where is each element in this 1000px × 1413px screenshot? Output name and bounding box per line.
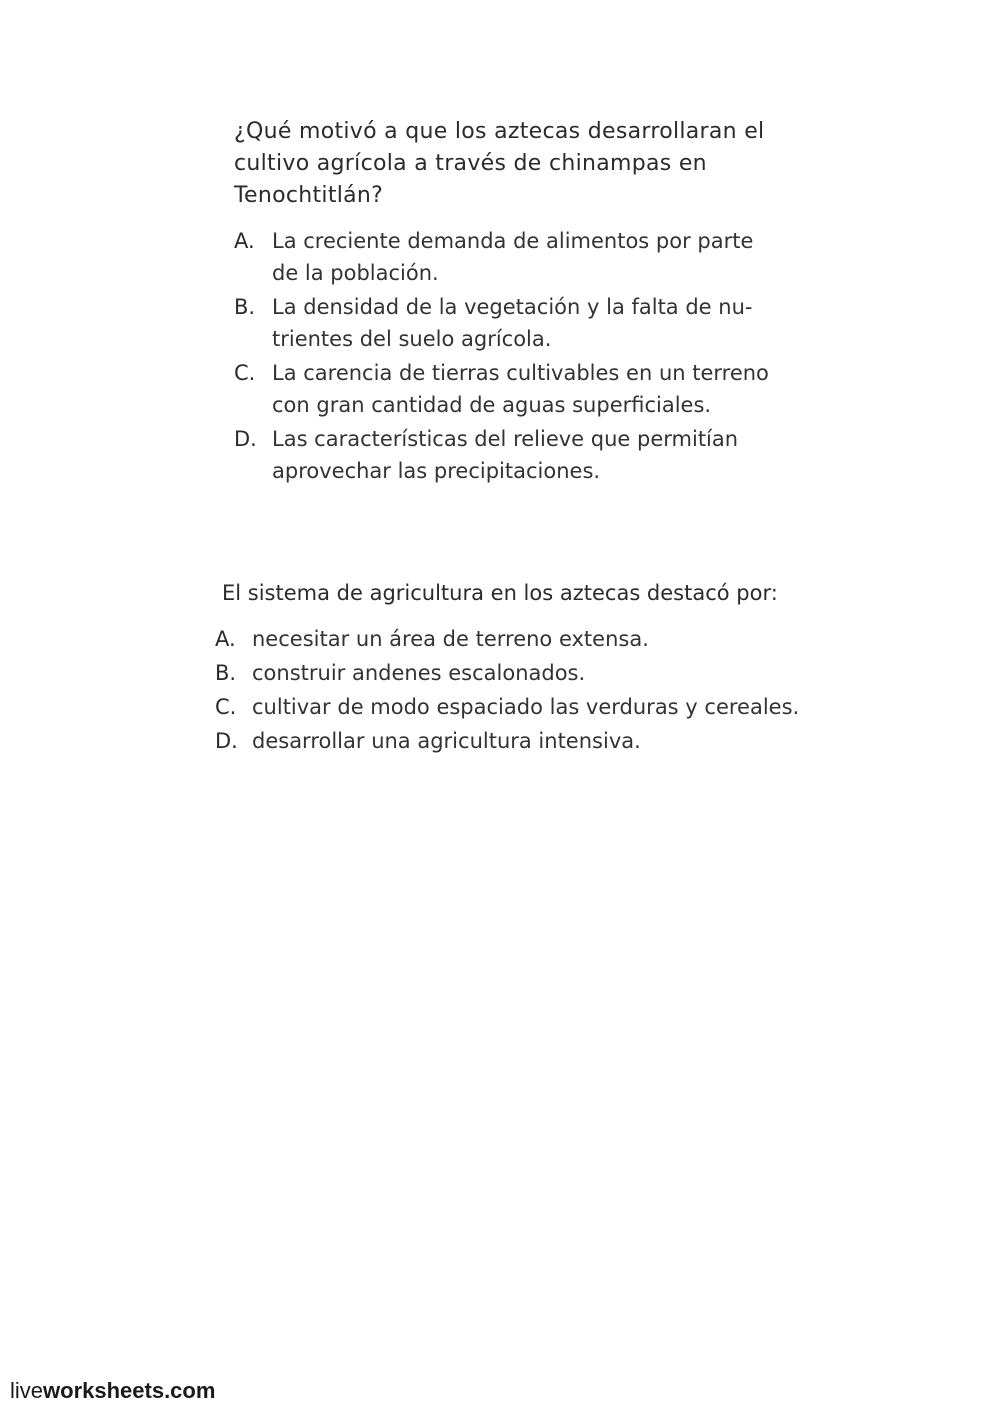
option-text: La carencia de tierras cultivables en un terreno con gran cantidad de aguas superficiales. bbox=[272, 361, 769, 417]
question-1-option-a[interactable] bbox=[234, 225, 774, 289]
option-letter: A. bbox=[215, 627, 236, 651]
option-letter: B. bbox=[215, 661, 237, 685]
option-text: La densidad de la vegetación y la falta de nu-trientes del suelo agrícola. bbox=[272, 295, 753, 351]
brand-part-live: live bbox=[10, 1378, 44, 1403]
option-text: cultivar de modo espaciado las verduras y cereales. bbox=[252, 695, 800, 719]
option-letter: C. bbox=[234, 361, 256, 385]
option-text: Las características del relieve que permitían aprovechar las precipitaciones. bbox=[272, 427, 739, 483]
option-letter: B. bbox=[234, 295, 256, 319]
liveworksheets-logo bbox=[10, 1378, 215, 1404]
question-2-prompt: El sistema de agricultura en los aztecas destacó por: bbox=[222, 581, 778, 605]
option-letter: A. bbox=[234, 229, 255, 253]
question-1-option-c[interactable] bbox=[234, 357, 774, 421]
option-letter: D. bbox=[215, 729, 238, 753]
question-1-option-d[interactable] bbox=[234, 423, 774, 487]
question-2-option-b[interactable] bbox=[215, 656, 835, 690]
option-text: desarrollar una agricultura intensiva. bbox=[252, 729, 641, 753]
question-2-option-a[interactable] bbox=[215, 622, 835, 656]
option-text: construir andenes escalonados. bbox=[252, 661, 586, 685]
brand-part-worksheets: worksheets.com bbox=[43, 1378, 216, 1403]
question-1-option-b[interactable] bbox=[234, 291, 774, 355]
option-text: La creciente demanda de alimentos por parte de la población. bbox=[272, 229, 754, 285]
option-letter: D. bbox=[234, 427, 257, 451]
question-2-options bbox=[215, 622, 835, 758]
question-1-prompt: ¿Qué motivó a que los aztecas desarrollaran el cultivo agrícola a través de chinampas en Tenochtitlán? bbox=[234, 119, 765, 208]
question-2-option-d[interactable] bbox=[215, 724, 835, 758]
question-2-option-c[interactable] bbox=[215, 690, 835, 724]
question-1-options bbox=[234, 225, 774, 489]
option-text: necesitar un área de terreno extensa. bbox=[252, 627, 649, 651]
option-letter: C. bbox=[215, 695, 237, 719]
